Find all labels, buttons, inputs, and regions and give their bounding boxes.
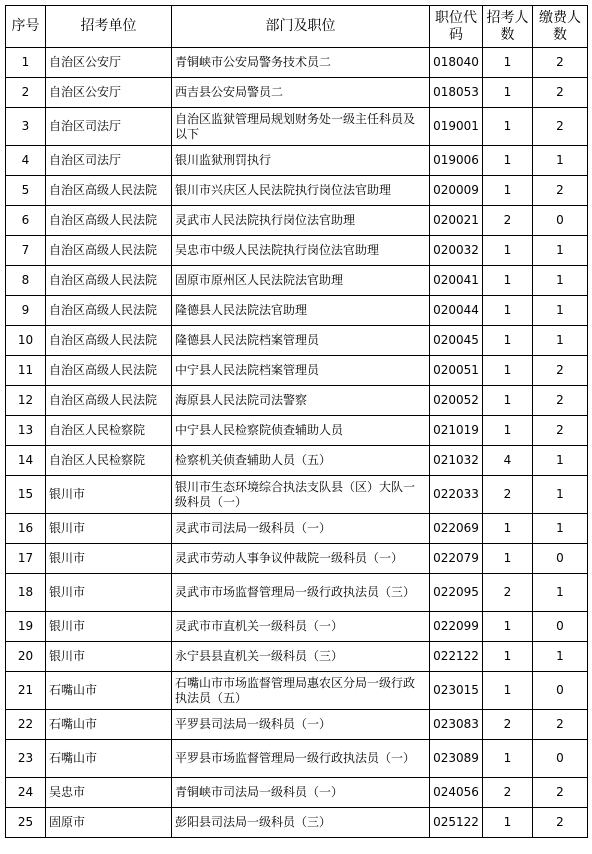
cell-code: 020051 (430, 356, 483, 386)
cell-paid: 1 (533, 642, 588, 672)
table-row (6, 48, 588, 78)
cell-post: 永宁县县直机关一级科员（三） (172, 642, 430, 672)
cell-count: 1 (483, 740, 533, 778)
cell-paid: 2 (533, 416, 588, 446)
cell-seq: 20 (6, 642, 46, 672)
cell-code: 022122 (430, 642, 483, 672)
cell-unit: 自治区高级人民法院 (46, 386, 172, 416)
cell-paid: 1 (533, 296, 588, 326)
cell-unit: 银川市 (46, 642, 172, 672)
cell-post: 青铜峡市公安局警务技术员二 (172, 48, 430, 78)
cell-post: 青铜峡市司法局一级科员（一） (172, 778, 430, 808)
cell-post: 灵武市市场监督管理局一级行政执法员（三） (172, 574, 430, 612)
table-row (6, 710, 588, 740)
cell-post: 中宁县人民法院档案管理员 (172, 356, 430, 386)
cell-paid: 1 (533, 146, 588, 176)
table-row (6, 296, 588, 326)
cell-code: 020032 (430, 236, 483, 266)
cell-code: 021032 (430, 446, 483, 476)
cell-paid: 2 (533, 78, 588, 108)
cell-code: 022099 (430, 612, 483, 642)
cell-post: 自治区监狱管理局规划财务处一级主任科员及以下 (172, 108, 430, 146)
cell-seq: 15 (6, 476, 46, 514)
cell-unit: 自治区司法厅 (46, 146, 172, 176)
cell-paid: 1 (533, 446, 588, 476)
cell-code: 024056 (430, 778, 483, 808)
cell-post: 中宁县人民检察院侦查辅助人员 (172, 416, 430, 446)
cell-count: 1 (483, 108, 533, 146)
cell-unit: 自治区高级人民法院 (46, 326, 172, 356)
table-row (6, 446, 588, 476)
table-row (6, 612, 588, 642)
cell-unit: 自治区高级人民法院 (46, 266, 172, 296)
cell-code: 022033 (430, 476, 483, 514)
header-code: 职位代码 (430, 6, 483, 48)
cell-seq: 12 (6, 386, 46, 416)
cell-post: 银川监狱刑罚执行 (172, 146, 430, 176)
cell-seq: 25 (6, 808, 46, 838)
cell-unit: 吴忠市 (46, 778, 172, 808)
cell-post: 吴忠市中级人民法院执行岗位法官助理 (172, 236, 430, 266)
cell-unit: 银川市 (46, 574, 172, 612)
cell-code: 023089 (430, 740, 483, 778)
cell-unit: 自治区司法厅 (46, 108, 172, 146)
cell-paid: 2 (533, 356, 588, 386)
cell-seq: 11 (6, 356, 46, 386)
cell-count: 1 (483, 356, 533, 386)
cell-unit: 自治区公安厅 (46, 78, 172, 108)
cell-unit: 自治区高级人民法院 (46, 356, 172, 386)
cell-post: 石嘴山市市场监督管理局惠农区分局一级行政执法员（五） (172, 672, 430, 710)
cell-code: 020009 (430, 176, 483, 206)
cell-count: 1 (483, 416, 533, 446)
cell-count: 1 (483, 78, 533, 108)
cell-count: 1 (483, 514, 533, 544)
cell-seq: 22 (6, 710, 46, 740)
cell-code: 021019 (430, 416, 483, 446)
table-row (6, 266, 588, 296)
table-row (6, 236, 588, 266)
cell-count: 1 (483, 326, 533, 356)
cell-code: 018040 (430, 48, 483, 78)
cell-code: 022069 (430, 514, 483, 544)
cell-paid: 0 (533, 740, 588, 778)
cell-paid: 0 (533, 672, 588, 710)
table-row (6, 740, 588, 778)
table-row (6, 78, 588, 108)
cell-paid: 2 (533, 386, 588, 416)
cell-count: 4 (483, 446, 533, 476)
cell-code: 020021 (430, 206, 483, 236)
cell-unit: 银川市 (46, 544, 172, 574)
cell-unit: 自治区人民检察院 (46, 446, 172, 476)
cell-count: 2 (483, 574, 533, 612)
cell-post: 灵武市人民法院执行岗位法官助理 (172, 206, 430, 236)
cell-unit: 自治区人民检察院 (46, 416, 172, 446)
cell-seq: 10 (6, 326, 46, 356)
cell-code: 020044 (430, 296, 483, 326)
cell-count: 2 (483, 710, 533, 740)
cell-paid: 2 (533, 176, 588, 206)
cell-code: 019006 (430, 146, 483, 176)
table-row (6, 386, 588, 416)
cell-count: 2 (483, 206, 533, 236)
cell-count: 1 (483, 176, 533, 206)
cell-seq: 9 (6, 296, 46, 326)
cell-unit: 自治区高级人民法院 (46, 236, 172, 266)
cell-seq: 1 (6, 48, 46, 78)
cell-post: 隆德县人民法院法官助理 (172, 296, 430, 326)
cell-code: 022095 (430, 574, 483, 612)
table-row (6, 176, 588, 206)
header-paid: 缴费人数 (533, 6, 588, 48)
cell-seq: 16 (6, 514, 46, 544)
cell-post: 隆德县人民法院档案管理员 (172, 326, 430, 356)
table-row (6, 642, 588, 672)
cell-paid: 1 (533, 514, 588, 544)
cell-unit: 自治区高级人民法院 (46, 206, 172, 236)
cell-post: 西吉县公安局警员二 (172, 78, 430, 108)
cell-code: 023015 (430, 672, 483, 710)
cell-code: 018053 (430, 78, 483, 108)
cell-paid: 1 (533, 476, 588, 514)
cell-unit: 石嘴山市 (46, 710, 172, 740)
cell-paid: 0 (533, 206, 588, 236)
table-header-row (6, 6, 588, 48)
cell-unit: 自治区公安厅 (46, 48, 172, 78)
cell-paid: 0 (533, 612, 588, 642)
table-row (6, 356, 588, 386)
table-row (6, 476, 588, 514)
table-row (6, 206, 588, 236)
cell-paid: 2 (533, 108, 588, 146)
cell-post: 灵武市市直机关一级科员（一） (172, 612, 430, 642)
cell-code: 025122 (430, 808, 483, 838)
cell-post: 银川市兴庆区人民法院执行岗位法官助理 (172, 176, 430, 206)
cell-paid: 1 (533, 236, 588, 266)
cell-count: 1 (483, 612, 533, 642)
cell-post: 海原县人民法院司法警察 (172, 386, 430, 416)
table-row (6, 146, 588, 176)
cell-seq: 2 (6, 78, 46, 108)
cell-paid: 2 (533, 48, 588, 78)
cell-unit: 石嘴山市 (46, 672, 172, 710)
cell-post: 灵武市司法局一级科员（一） (172, 514, 430, 544)
cell-unit: 银川市 (46, 612, 172, 642)
cell-paid: 2 (533, 808, 588, 838)
cell-count: 1 (483, 48, 533, 78)
cell-count: 1 (483, 266, 533, 296)
cell-count: 1 (483, 642, 533, 672)
table-row (6, 416, 588, 446)
cell-post: 固原市原州区人民法院法官助理 (172, 266, 430, 296)
table-body (6, 48, 588, 838)
cell-seq: 8 (6, 266, 46, 296)
cell-paid: 0 (533, 544, 588, 574)
cell-code: 020052 (430, 386, 483, 416)
cell-unit: 自治区高级人民法院 (46, 176, 172, 206)
table-row (6, 514, 588, 544)
table-row (6, 778, 588, 808)
table-row (6, 544, 588, 574)
table-row (6, 808, 588, 838)
cell-paid: 2 (533, 710, 588, 740)
cell-seq: 5 (6, 176, 46, 206)
table-row (6, 574, 588, 612)
cell-unit: 自治区高级人民法院 (46, 296, 172, 326)
cell-code: 022079 (430, 544, 483, 574)
cell-post: 平罗县市场监督管理局一级行政执法员（一） (172, 740, 430, 778)
recruitment-table (5, 5, 588, 838)
cell-seq: 18 (6, 574, 46, 612)
cell-seq: 6 (6, 206, 46, 236)
header-post: 部门及职位 (172, 6, 430, 48)
cell-count: 1 (483, 808, 533, 838)
cell-seq: 3 (6, 108, 46, 146)
header-count: 招考人数 (483, 6, 533, 48)
table-row (6, 326, 588, 356)
cell-count: 1 (483, 296, 533, 326)
cell-seq: 4 (6, 146, 46, 176)
cell-post: 银川市生态环境综合执法支队县（区）大队一级科员（一） (172, 476, 430, 514)
cell-code: 020041 (430, 266, 483, 296)
cell-unit: 固原市 (46, 808, 172, 838)
cell-paid: 1 (533, 326, 588, 356)
cell-paid: 2 (533, 778, 588, 808)
cell-code: 020045 (430, 326, 483, 356)
cell-seq: 19 (6, 612, 46, 642)
cell-paid: 1 (533, 574, 588, 612)
cell-count: 1 (483, 146, 533, 176)
table-row (6, 672, 588, 710)
cell-seq: 17 (6, 544, 46, 574)
cell-code: 023083 (430, 710, 483, 740)
cell-seq: 21 (6, 672, 46, 710)
cell-count: 1 (483, 236, 533, 266)
cell-seq: 23 (6, 740, 46, 778)
header-seq: 序号 (6, 6, 46, 48)
cell-unit: 石嘴山市 (46, 740, 172, 778)
cell-count: 1 (483, 386, 533, 416)
cell-code: 019001 (430, 108, 483, 146)
table-row (6, 108, 588, 146)
cell-unit: 银川市 (46, 476, 172, 514)
cell-seq: 7 (6, 236, 46, 266)
cell-seq: 24 (6, 778, 46, 808)
cell-post: 平罗县司法局一级科员（一） (172, 710, 430, 740)
cell-count: 2 (483, 476, 533, 514)
cell-count: 2 (483, 778, 533, 808)
cell-post: 彭阳县司法局一级科员（三） (172, 808, 430, 838)
cell-seq: 13 (6, 416, 46, 446)
header-unit: 招考单位 (46, 6, 172, 48)
cell-paid: 1 (533, 266, 588, 296)
cell-count: 1 (483, 672, 533, 710)
cell-count: 1 (483, 544, 533, 574)
cell-post: 灵武市劳动人事争议仲裁院一级科员（一） (172, 544, 430, 574)
cell-post: 检察机关侦查辅助人员（五） (172, 446, 430, 476)
cell-unit: 银川市 (46, 514, 172, 544)
cell-seq: 14 (6, 446, 46, 476)
